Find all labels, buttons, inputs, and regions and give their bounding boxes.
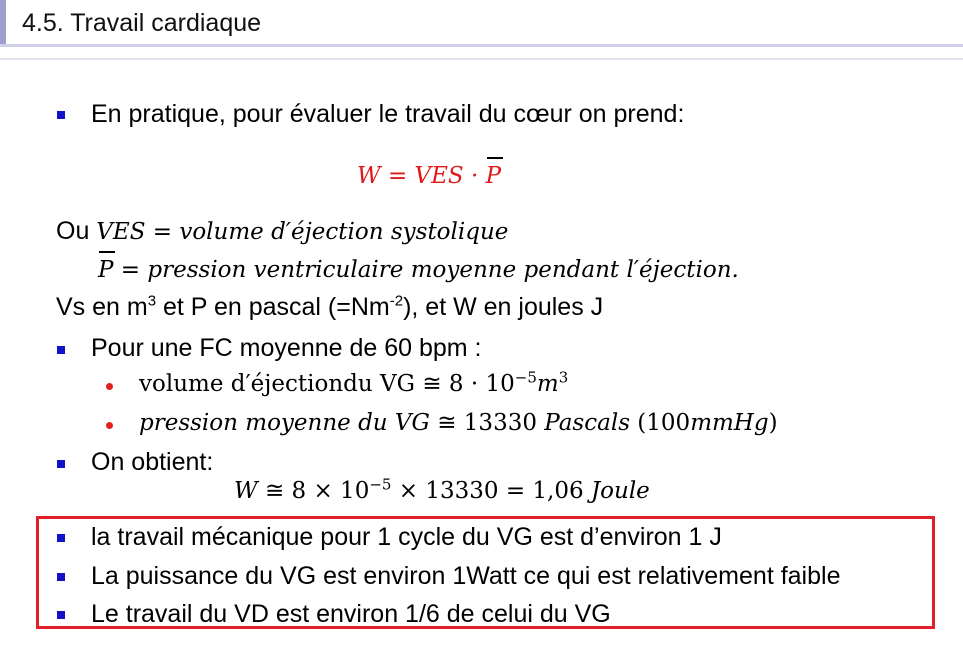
- square-bullet-icon: [57, 460, 65, 468]
- square-bullet-icon: [57, 534, 65, 542]
- sub-pressure: [139, 410, 778, 436]
- round-bullet-icon: [106, 383, 113, 390]
- sub-volume-text: volume d′éjectiondu VG ≅ 8 · 10: [139, 371, 515, 397]
- definition-prefix: Ou: [56, 217, 97, 245]
- bullet-text-fc: Pour une FC moyenne de 60 bpm :: [91, 334, 482, 362]
- formula-result-unit: Joule: [590, 478, 650, 504]
- square-bullet-icon: [57, 346, 65, 354]
- square-bullet-icon: [57, 611, 65, 619]
- boxed-item: la travail mécanique pour 1 cycle du VG est d’environ 1 J: [91, 523, 722, 551]
- units-c: ), et W en joules J: [403, 293, 604, 321]
- sub-volume-exp: −5: [514, 368, 537, 387]
- slide-title: 4.5. Travail cardiaque: [22, 9, 262, 37]
- formula-result-b: ≅ 8 × 10: [257, 478, 370, 504]
- definition-p-text: = pression ventriculaire moyenne pendant l′éjection.: [113, 257, 739, 283]
- sub-pressure-c: Pascals: [544, 410, 630, 436]
- sub-volume: [139, 368, 569, 397]
- sub-pressure-a: pression moyenne du VG: [139, 410, 430, 436]
- formula-work-pbar: P: [485, 163, 502, 189]
- sub-volume-unit-exp: 3: [558, 368, 569, 387]
- formula-result-c: × 13330 = 1,06: [391, 478, 591, 504]
- sub-pressure-d: (100: [630, 410, 691, 436]
- units-b-sup: -2: [389, 292, 404, 310]
- units-a: Vs en m: [56, 293, 148, 321]
- sub-pressure-f: ): [768, 410, 778, 436]
- sub-volume-unit: m: [536, 371, 559, 397]
- formula-result-w: W: [234, 478, 258, 504]
- bullet-text-pratique: En pratique, pour évaluer le travail du cœur on prend:: [91, 100, 685, 128]
- formula-work: [357, 163, 501, 189]
- units-a-sup: 3: [147, 292, 157, 310]
- sub-pressure-e: mmHg: [690, 410, 769, 436]
- definition-ves: [56, 217, 508, 246]
- definition-ves-math: VES = volume d′éjection systolique: [96, 219, 509, 245]
- formula-result-exp: −5: [369, 475, 392, 494]
- boxed-item: Le travail du VD est environ 1/6 de celui du VG: [91, 600, 611, 628]
- square-bullet-icon: [57, 111, 65, 119]
- boxed-item: La puissance du VG est environ 1Watt ce qui est relativement faible: [91, 562, 841, 590]
- definition-pbar: P: [98, 257, 114, 283]
- definition-p: [98, 257, 739, 283]
- round-bullet-icon: [106, 422, 113, 429]
- sub-pressure-b: ≅ 13330: [429, 410, 545, 436]
- formula-work-lhs: W = VES ·: [357, 163, 486, 189]
- square-bullet-icon: [57, 573, 65, 581]
- slide-header: [0, 0, 963, 47]
- units-line: [56, 293, 603, 322]
- header-accent-bar: [0, 0, 6, 44]
- units-b: et P en pascal (=Nm: [156, 293, 390, 321]
- bullet-text-obtient: On obtient:: [91, 448, 214, 476]
- formula-result: [234, 475, 650, 504]
- header-divider: [0, 58, 963, 60]
